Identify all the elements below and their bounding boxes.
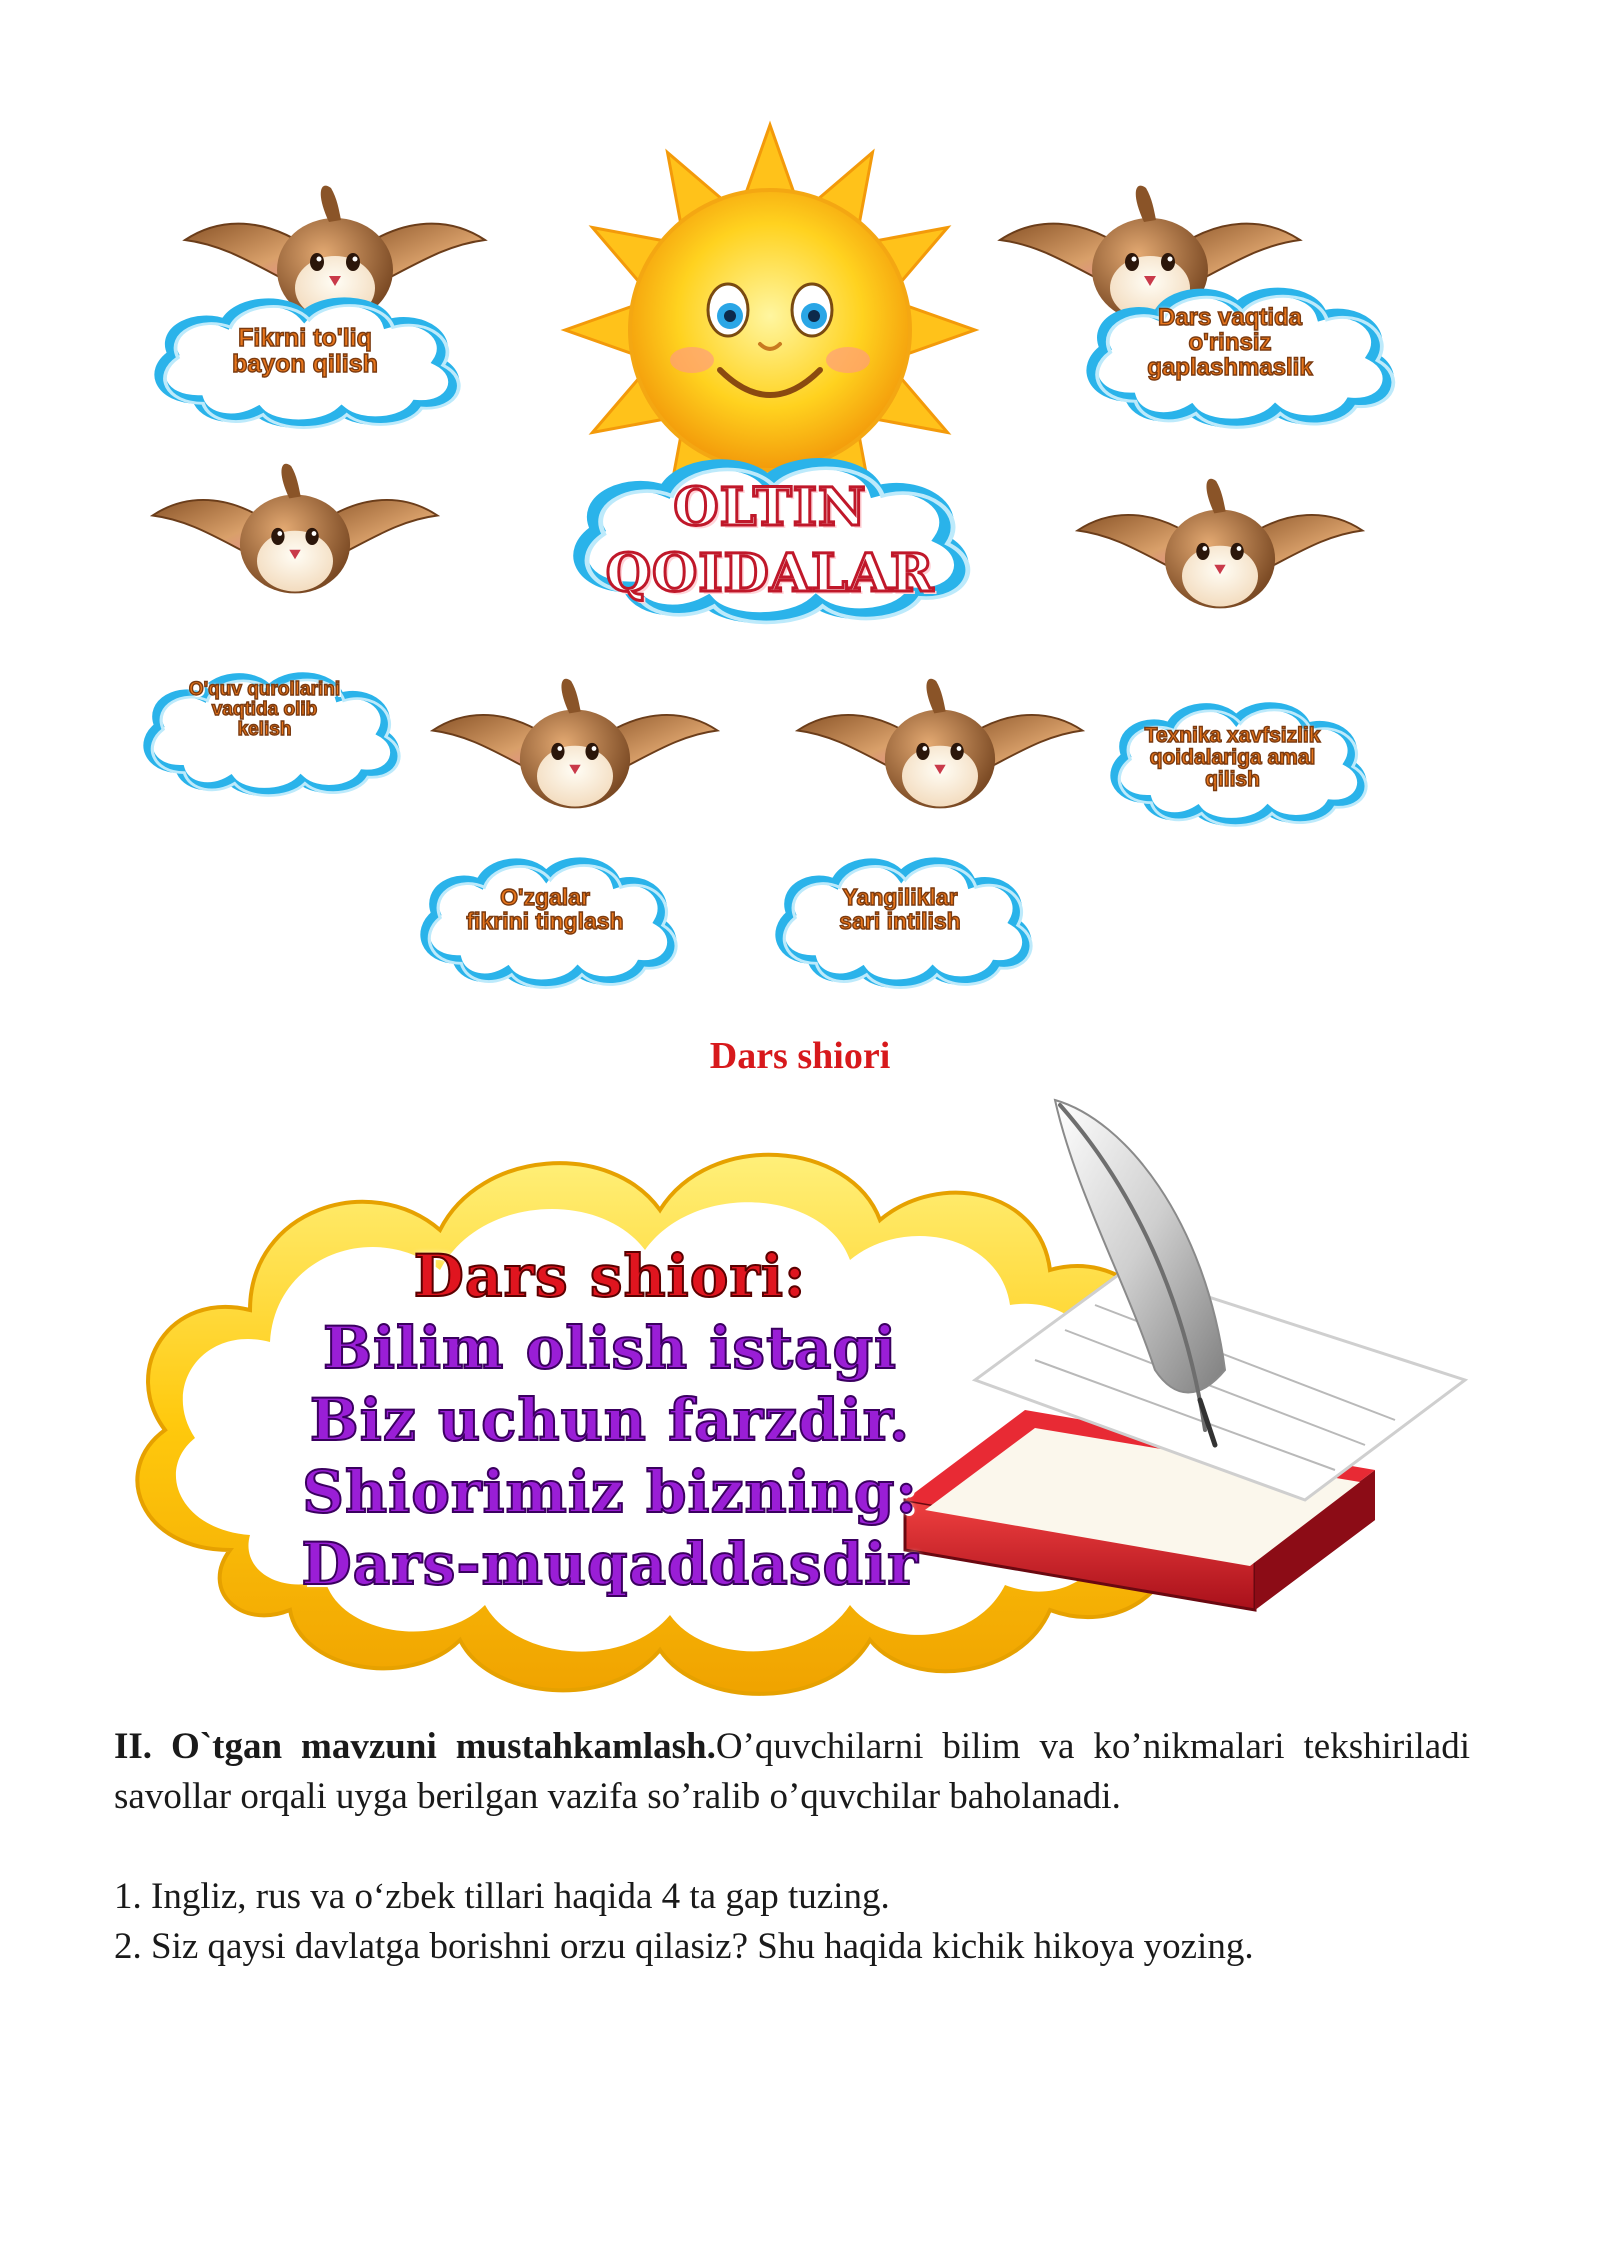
golden-rules-poster <box>120 100 1420 1020</box>
rule-text-5: O'zgalar fikrini tinglash <box>466 884 624 935</box>
motto-line-1: Bilim olish istagi <box>322 1314 898 1382</box>
motto-poster <box>110 1080 1490 1740</box>
section-text: O’quvchilarni bilim va ko’nikmalari tekshiriladi savollar orqali uyga berilgan vazifa so’ralib o’quvchilar baholanadi. <box>114 1726 1470 1817</box>
rules-title <box>560 475 980 607</box>
lesson-body <box>114 1722 1470 1972</box>
rule-text-4: Texnika xavfsizlik qoidalariga amal qilish <box>1144 724 1321 792</box>
motto-line-4: Dars-muqaddasdir <box>301 1530 919 1598</box>
rule-text-6: Yangiliklar sari intilish <box>839 884 961 935</box>
bird-middle-right <box>1078 479 1363 609</box>
bird-bottom-left <box>433 679 718 809</box>
bird-bottom-right <box>798 679 1083 809</box>
bird-middle-left <box>153 464 438 594</box>
motto-heading: Dars shiori: <box>413 1242 807 1310</box>
motto-line-3: Shiorimiz bizning: <box>302 1458 918 1526</box>
rule-text-2: Dars vaqtida o'rinsiz gaplashmaslik <box>1147 304 1313 382</box>
task-item-1: 1. Ingliz, rus va o‘zbek tillari haqida 4 ta gap tuzing. <box>114 1876 890 1917</box>
task-list <box>114 1872 1470 1972</box>
motto-caption: Dars shiori <box>709 1035 891 1077</box>
rules-title-line-1: OLTIN <box>673 477 867 538</box>
task-item-2: 2. Siz qaysi davlatga borishni orzu qilasiz? Shu haqida kichik hikoya yozing. <box>114 1926 1254 1967</box>
section-paragraph <box>114 1722 1470 1822</box>
rule-text-1: Fikrni to'liq bayon qilish <box>232 324 378 379</box>
motto-line-2: Biz uchun farzdir. <box>309 1386 911 1454</box>
rules-title-line-2: QOIDALAR <box>605 543 935 604</box>
rule-text-3: O'quv qurollarini vaqtida olib kelish <box>188 679 341 740</box>
section-heading: II. O`tgan mavzuni mustahkamlash. <box>114 1726 716 1767</box>
